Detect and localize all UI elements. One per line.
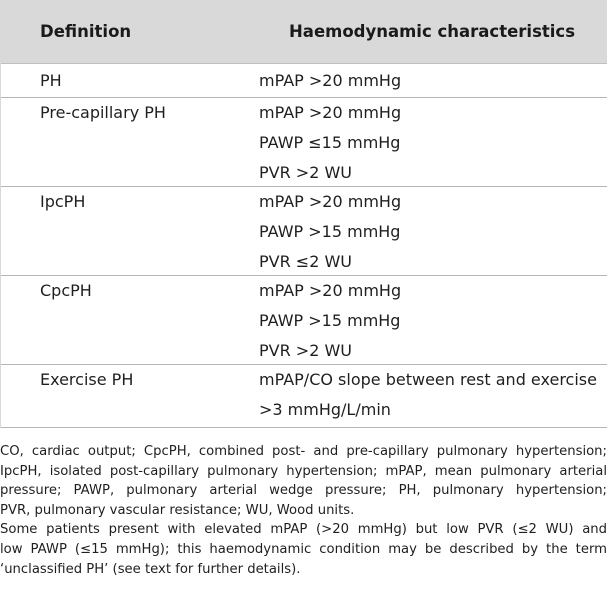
characteristic-line: PVR ≤2 WU (259, 252, 352, 271)
definition-cell: Exercise PH (40, 370, 134, 389)
characteristic-line: PAWP ≤15 mmHg (259, 133, 401, 152)
footnote-line: pressure; PAWP, pulmonary arterial wedge pressure; PH, pulmonary hypertension; (0, 483, 607, 499)
characteristic-line: PVR >2 WU (259, 341, 352, 360)
definition-cell: IpcPH (40, 192, 86, 211)
footnote-line: PVR, pulmonary vascular resistance; WU, Wood units. (0, 502, 355, 518)
header-haemodynamic-characteristics: Haemodynamic characteristics (289, 22, 576, 41)
characteristics-cell (245, 98, 607, 186)
characteristic-line: >3 mmHg/L/min (259, 400, 391, 419)
table-header (1, 0, 607, 64)
characteristic-line: PAWP >15 mmHg (259, 222, 401, 241)
footnote-line: IpcPH, isolated post-capillary pulmonary hypertension; mPAP, mean pulmonary arterial (0, 463, 607, 479)
characteristics-cell (245, 365, 607, 427)
characteristic-line: PVR >2 WU (259, 163, 352, 182)
characteristic-line: mPAP/CO slope between rest and exercise (259, 370, 597, 389)
characteristics-cell (245, 66, 607, 97)
table-row (1, 187, 607, 276)
definition-cell: Pre-capillary PH (40, 103, 166, 122)
header-definition: Definition (40, 22, 132, 41)
characteristic-line: PAWP >15 mmHg (259, 311, 401, 330)
table-row (1, 276, 607, 365)
footnote-line: low PAWP (≤15 mmHg); this haemodynamic condition may be described by the term (0, 541, 607, 557)
table-row (1, 64, 607, 98)
table-row (1, 365, 607, 428)
characteristic-line: mPAP >20 mmHg (259, 192, 402, 211)
characteristic-line: mPAP >20 mmHg (259, 281, 402, 300)
characteristics-cell (245, 187, 607, 275)
characteristic-line: mPAP >20 mmHg (259, 71, 402, 90)
table-footnote (0, 442, 607, 579)
footnote-line: Some patients present with elevated mPAP (>20 mmHg) but low PVR (≤2 WU) and (0, 522, 607, 538)
footnote-line: ‘unclassified PH’ (see text for further details). (0, 561, 301, 577)
characteristic-line: mPAP >20 mmHg (259, 103, 402, 122)
table-row (1, 98, 607, 187)
definition-cell: CpcPH (40, 281, 92, 300)
footnote-line: CO, cardiac output; CpcPH, combined post- and pre-capillary pulmonary hypertension; (0, 444, 607, 459)
definition-cell: PH (40, 71, 62, 90)
characteristics-cell (245, 276, 607, 364)
